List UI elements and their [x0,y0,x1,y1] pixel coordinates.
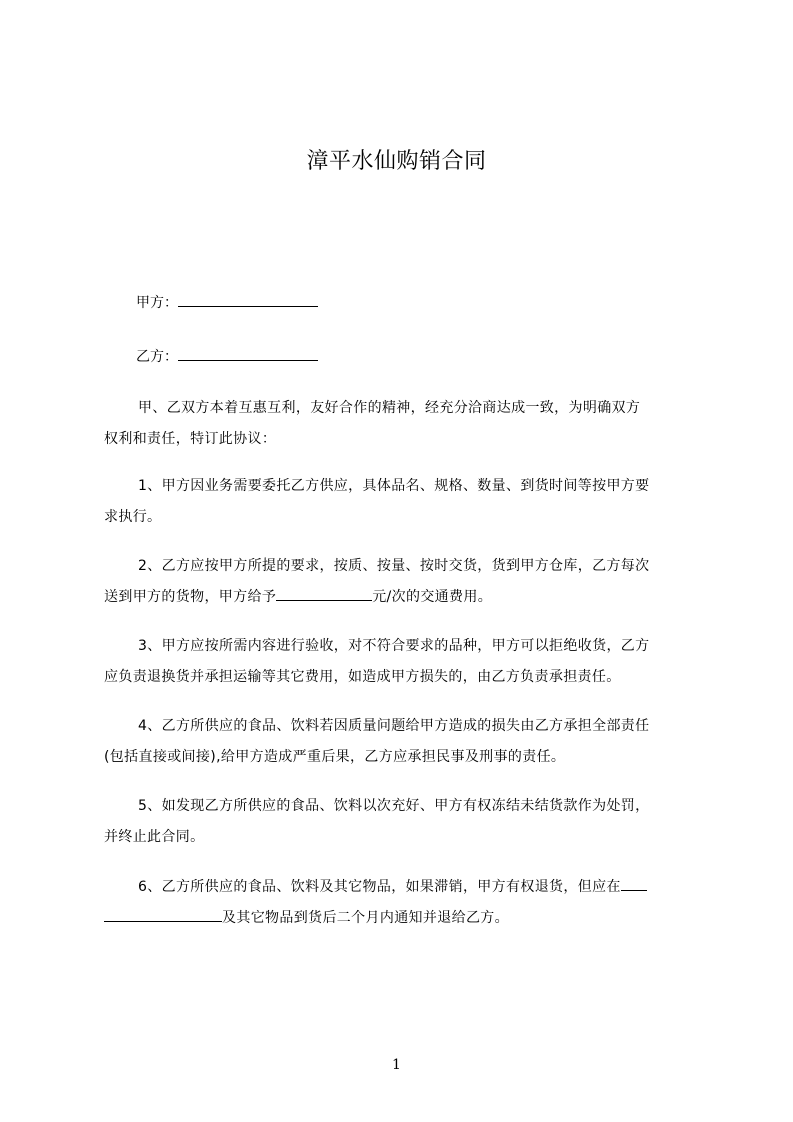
party-a-label: 甲方： [136,295,178,311]
clause-2 [104,551,710,613]
clause-6-blank-start [104,907,222,922]
clause-5-line-1: 5、如发现乙方所供应的食品、饮料以次充好、甲方有权冻结未结货款作为处罚， [138,798,650,814]
clause-3 [104,631,710,693]
clause-6 [104,872,710,934]
clause-4-line-2: (包括直接或间接),给甲方造成严重后果，乙方应承担民事及刑事的责任。 [104,749,566,765]
clause-5-line-2: 并终止此合同。 [104,829,205,845]
clause-4 [104,711,710,773]
clause-6-blank-end [621,876,647,891]
clause-6-line-1 [104,872,710,903]
party-a-line [136,292,318,312]
document-title: 漳平水仙购销合同 [306,149,487,174]
clause-3-line-1: 3、甲方应按所需内容进行验收，对不符合要求的品种，甲方可以拒绝收货，乙方 [138,638,650,654]
fee-blank [276,586,372,601]
clause-4-line-1: 4、乙方所供应的食品、饮料若因质量问题给甲方造成的损失由乙方承担全部责任 [138,718,650,734]
intro-line-2: 权利和责任，特订此协议： [104,431,277,447]
party-b-label: 乙方： [136,349,178,365]
party-b-line [136,346,318,366]
clause-1 [104,471,710,533]
clause-3-line-2: 应负责退换货并承担运输等其它费用，如造成甲方损失的，由乙方负责承担责任。 [104,669,621,685]
party-a-blank [178,292,318,307]
clause-2-line-2-after: 元/次的交通费用。 [372,589,493,605]
page-number: 1 [392,1057,401,1073]
intro-paragraph [104,393,710,455]
clause-1-line-2: 求执行。 [104,509,162,525]
clause-2-line-2-before: 送到甲方的货物，甲方给予 [104,589,277,605]
clause-5 [104,791,710,853]
clause-2-line-2 [104,582,710,613]
party-b-blank [178,346,318,361]
clause-1-line-1: 1、甲方因业务需要委托乙方供应，具体品名、规格、数量、到货时间等按甲方要 [138,478,650,494]
clause-2-line-1: 2、乙方应按甲方所提的要求，按质、按量、按时交货，货到甲方仓库，乙方每次 [138,558,650,574]
clause-6-line-1-text: 6、乙方所供应的食品、饮料及其它物品，如果滞销，甲方有权退货，但应在 [138,879,621,895]
clause-6-line-2 [104,903,710,934]
intro-line-1: 甲、乙双方本着互惠互利，友好合作的精神，经充分洽商达成一致，为明确双方 [138,400,641,416]
clause-6-line-2-after: 及其它物品到货后二个月内通知并退给乙方。 [222,910,509,926]
